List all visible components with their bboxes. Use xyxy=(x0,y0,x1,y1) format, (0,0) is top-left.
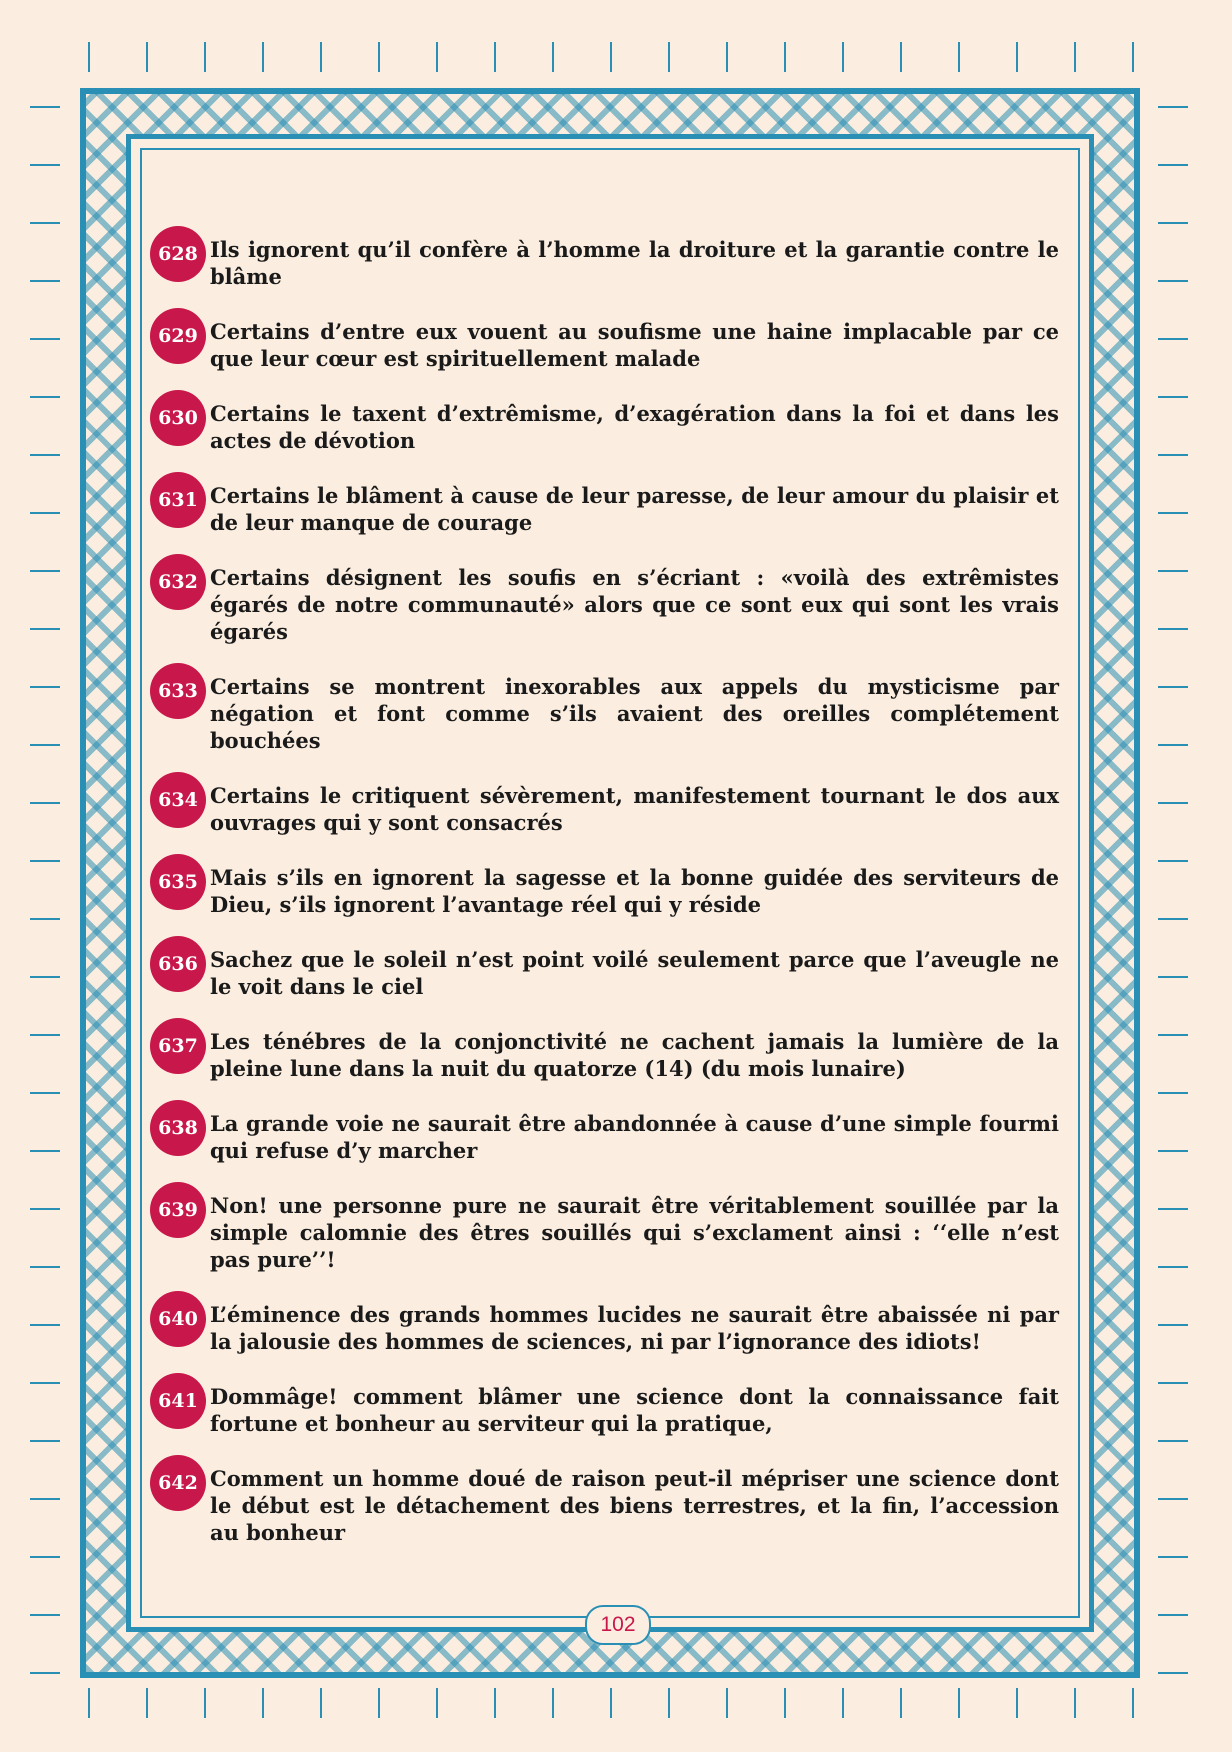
border-ticks-bottom xyxy=(60,1688,1170,1718)
verse-text: Certains le taxent d’extrêmisme, d’exagération dans la foi et dans les actes de dévotion xyxy=(210,401,1059,453)
verse-text: Les ténébres de la conjonctivité ne cachent jamais la lumière de la pleine lune dans la nuit du quatorze (14) (du mois lunaire) xyxy=(210,1029,1059,1081)
verse-item xyxy=(150,400,1065,454)
verse-text: Sachez que le soleil n’est point voilé seulement parce que l’aveugle ne le voit dans le ciel xyxy=(210,947,1059,999)
verse-item xyxy=(150,673,1065,754)
verse-text: Certains le blâment à cause de leur paresse, de leur amour du plaisir et de leur manque de courage xyxy=(210,483,1059,535)
verse-number-badge: 640 xyxy=(150,1291,206,1347)
border-ticks-top xyxy=(60,42,1170,72)
verse-number-badge: 635 xyxy=(150,854,206,910)
verse-item xyxy=(150,1028,1065,1082)
verse-text: Comment un homme doué de raison peut-il mépriser une science dont le début est le détachement des biens terrestres, et la fin, l’accession au bonheur xyxy=(210,1466,1059,1545)
verse-list xyxy=(150,236,1065,1574)
verse-item xyxy=(150,236,1065,290)
verse-text: Ils ignorent qu’il confère à l’homme la droiture et la garantie contre le blâme xyxy=(210,237,1059,289)
verse-text: L’éminence des grands hommes lucides ne saurait être abaissée ni par la jalousie des hommes de sciences, ni par l’ignorance des idiots! xyxy=(210,1302,1059,1354)
verse-number-badge: 634 xyxy=(150,772,206,828)
verse-number-badge: 631 xyxy=(150,472,206,528)
verse-item xyxy=(150,564,1065,645)
verse-item xyxy=(150,864,1065,918)
verse-number-badge: 629 xyxy=(150,308,206,364)
verse-text: Certains désignent les soufis en s’écriant : «voilà des extrêmistes égarés de notre communauté» alors que ce sont eux qui sont les vrais égarés xyxy=(210,565,1059,644)
verse-item xyxy=(150,946,1065,1000)
verse-number-badge: 632 xyxy=(150,554,206,610)
border-ticks-right xyxy=(1158,80,1188,1680)
verse-number-badge: 639 xyxy=(150,1182,206,1238)
verse-item xyxy=(150,1192,1065,1273)
verse-item xyxy=(150,782,1065,836)
page-number: 102 xyxy=(585,1605,651,1645)
verse-number-badge: 637 xyxy=(150,1018,206,1074)
verse-text: Non! une personne pure ne saurait être véritablement souillée par la simple calomnie des êtres souillés qui s’exclament ainsi : ‘‘elle n’est pas pure’’! xyxy=(210,1193,1059,1272)
verse-number-badge: 641 xyxy=(150,1373,206,1429)
verse-item xyxy=(150,318,1065,372)
verse-text: Mais s’ils en ignorent la sagesse et la bonne guidée des serviteurs de Dieu, s’ils ignorent l’avantage réel qui y réside xyxy=(210,865,1059,917)
verse-text: Dommâge! comment blâmer une science dont la connaissance fait fortune et bonheur au serviteur qui la pratique, xyxy=(210,1384,1059,1436)
verse-text: Certains d’entre eux vouent au soufisme une haine implacable par ce que leur cœur est spirituellement malade xyxy=(210,319,1059,371)
verse-text: La grande voie ne saurait être abandonnée à cause d’une simple fourmi qui refuse d’y marcher xyxy=(210,1111,1059,1163)
verse-number-badge: 630 xyxy=(150,390,206,446)
verse-item xyxy=(150,482,1065,536)
verse-number-badge: 633 xyxy=(150,663,206,719)
verse-number-badge: 642 xyxy=(150,1455,206,1511)
verse-text: Certains le critiquent sévèrement, manifestement tournant le dos aux ouvrages qui y sont consacrés xyxy=(210,783,1059,835)
verse-item xyxy=(150,1301,1065,1355)
verse-number-badge: 628 xyxy=(150,226,206,282)
verse-item xyxy=(150,1110,1065,1164)
verse-text: Certains se montrent inexorables aux appels du mysticisme par négation et font comme s’ils avaient des oreilles complétement bouchées xyxy=(210,674,1059,753)
border-ticks-left xyxy=(30,80,60,1680)
verse-number-badge: 638 xyxy=(150,1100,206,1156)
verse-item xyxy=(150,1465,1065,1546)
verse-item xyxy=(150,1383,1065,1437)
verse-number-badge: 636 xyxy=(150,936,206,992)
